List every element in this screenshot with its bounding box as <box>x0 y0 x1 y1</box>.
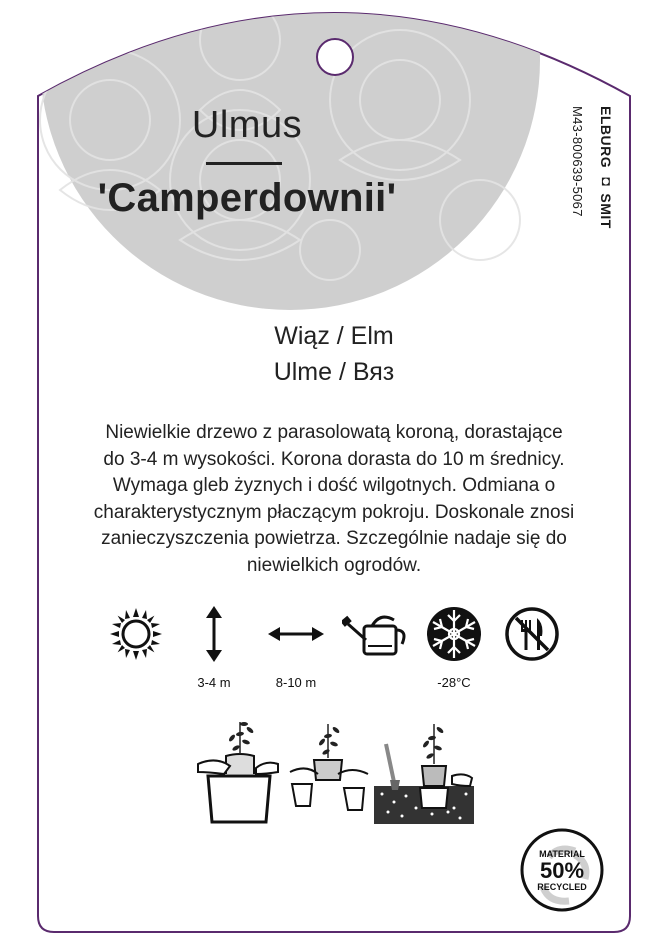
description-line: charakterystycznym płaczącym pokroju. Doskonale znosi <box>93 501 575 523</box>
plant-genus: Ulmus <box>191 104 303 146</box>
badge-line-3: RECYCLED <box>537 882 587 892</box>
watering-can-icon <box>342 612 408 658</box>
planting-step-3-icon <box>372 716 476 826</box>
description-line: Wymaga gleb żyznych i dość wilgotnych. Odmiana o <box>112 475 556 496</box>
not-edible-icon <box>504 606 560 662</box>
brand-block <box>570 106 614 246</box>
description-line: Niewielkie drzewo z parasolowatą koroną, dorastające <box>105 422 563 443</box>
frost-hardiness-icon <box>426 606 482 662</box>
description-line: niewielkich ogrodów. <box>246 554 422 576</box>
title-divider <box>206 162 282 165</box>
plant-cultivar: 'Camperdownii' <box>97 176 397 220</box>
product-code: M43-800639-5067 <box>570 106 585 217</box>
common-name-2: Ulme / Вяз <box>273 358 395 386</box>
brand-name: ELBURG ◘ SMIT <box>598 106 614 229</box>
badge-line-1: MATERIAL <box>539 849 585 859</box>
plant-description <box>58 420 610 579</box>
badge-line-2: 50% <box>539 858 585 883</box>
planting-step-1-icon <box>196 718 286 826</box>
recycled-material-badge <box>519 827 605 913</box>
full-sun-icon <box>108 606 164 662</box>
description-line: zanieczyszczenia powietrza. Szczególnie nadaje się do <box>101 528 567 549</box>
common-name-1: Wiąz / Elm <box>274 322 394 350</box>
height-label: 3-4 m <box>197 675 231 690</box>
frost-label: -28°C <box>437 675 471 690</box>
hang-hole <box>316 38 354 76</box>
description-line: do 3-4 m wysokości. Korona dorasta do 10 m średnicy. <box>103 448 565 470</box>
height-icon <box>202 606 226 662</box>
planting-step-2-icon <box>288 718 370 826</box>
width-label: 8-10 m <box>275 675 317 690</box>
width-icon <box>268 624 324 644</box>
